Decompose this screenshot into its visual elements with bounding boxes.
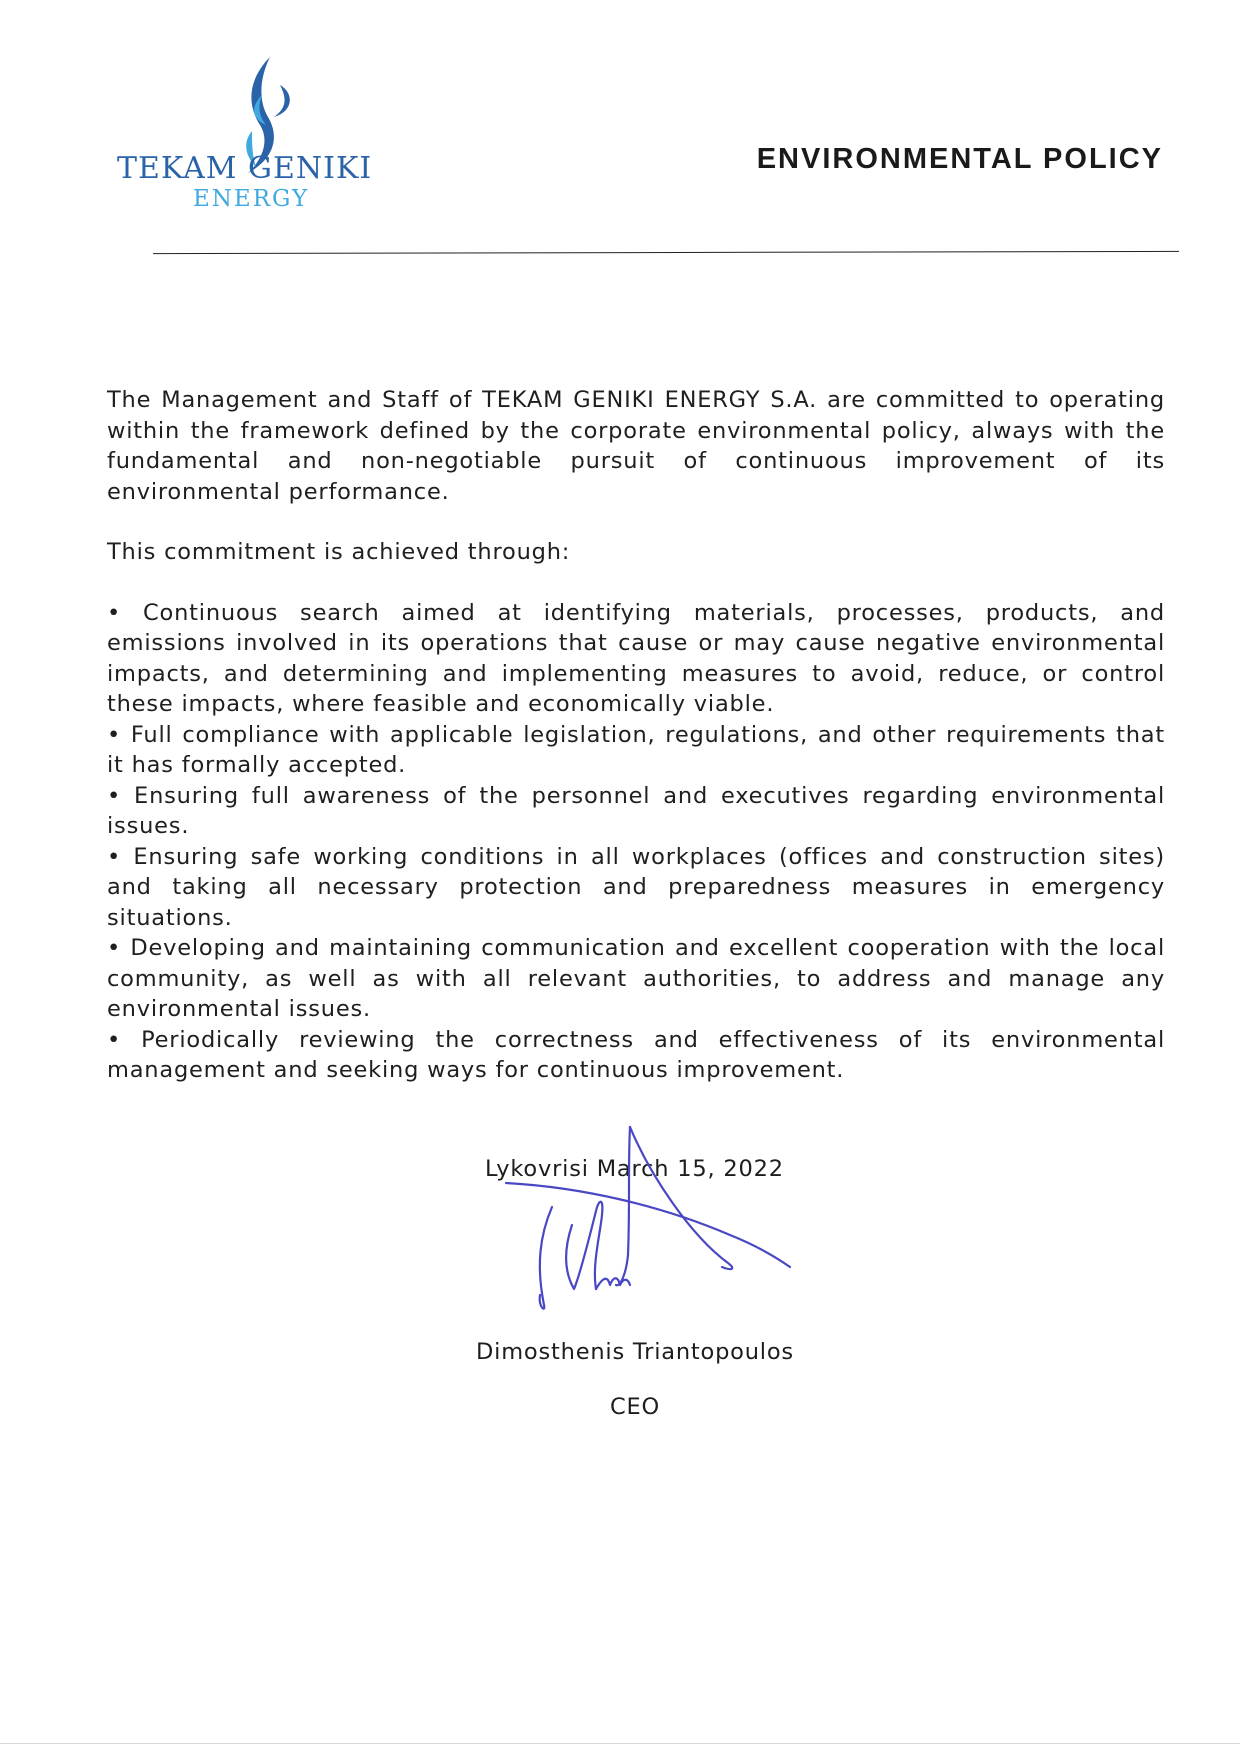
signatory-name: Dimosthenis Triantopoulos <box>476 1339 794 1365</box>
lead-paragraph: This commitment is achieved through: <box>107 539 571 565</box>
intro-paragraph: The Management and Staff of TEKAM GENIKI ENERGY S.A. are committed to operating within the framework defined by the corporate environmental policy, always with the fundamental and non-negotiable pursuit of continuous improvement of its environmental performance. <box>107 387 1165 505</box>
logo-company-name: TEKAM GENIKI <box>117 151 373 186</box>
list-item: • Periodically reviewing the correctness and effectiveness of its environmental management and seeking ways for continuous improvement. <box>107 1026 1165 1083</box>
header-divider <box>153 251 1179 254</box>
list-item: • Developing and maintaining communication and excellent cooperation with the local community, as well as with all relevant authorities, to address and manage any environmental issues. <box>107 935 1165 1022</box>
handwritten-signature <box>500 1125 810 1325</box>
signature-place-date: Lykovrisi March 15, 2022 <box>485 1156 784 1182</box>
logo-company-subtitle: ENERGY <box>193 186 310 212</box>
page-bottom-edge <box>0 1743 1240 1744</box>
commitment-list <box>107 598 1165 1086</box>
list-item: • Continuous search aimed at identifying materials, processes, products, and emissions involved in its operations that cause or may cause negative environmental impacts, and determining and implementing measures to avoid, reduce, or control these impacts, where feasible and economically viable. <box>107 599 1165 717</box>
list-item: • Ensuring safe working conditions in all workplaces (offices and construction sites) and taking all necessary protection and preparedness measures in emergency situations. <box>107 843 1165 931</box>
list-item: • Ensuring full awareness of the personnel and executives regarding environmental issues. <box>107 782 1165 839</box>
signatory-role: CEO <box>609 1394 661 1420</box>
policy-body <box>107 385 1165 1086</box>
document-title: ENVIRONMENTAL POLICY <box>756 143 1163 175</box>
company-logo <box>112 55 412 225</box>
list-item: • Full compliance with applicable legislation, regulations, and other requirements that it has formally accepted. <box>107 721 1165 778</box>
